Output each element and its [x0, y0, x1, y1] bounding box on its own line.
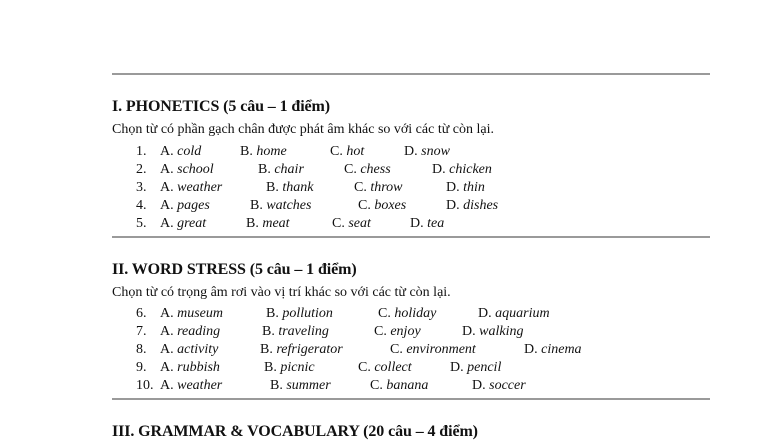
question-number: 4.	[136, 198, 147, 213]
option-d: D. tea	[410, 216, 445, 231]
option-c: C. environment	[390, 342, 476, 357]
option-b: B. traveling	[262, 324, 329, 339]
option-a: A. pages	[160, 198, 210, 213]
question-number: 8.	[136, 342, 147, 357]
option-c: C. seat	[332, 216, 371, 231]
option-b: B. refrigerator	[260, 342, 343, 357]
option-b: B. summer	[270, 378, 331, 393]
option-a: A. school	[160, 162, 214, 177]
option-d: D. cinema	[524, 342, 582, 357]
question-number: 10.	[136, 378, 154, 393]
option-b: B. picnic	[264, 360, 315, 375]
question-number: 3.	[136, 180, 147, 195]
option-d: D. walking	[462, 324, 524, 339]
option-c: C. chess	[344, 162, 391, 177]
option-d: D. chicken	[432, 162, 492, 177]
section-rule	[112, 236, 710, 238]
option-a: A. great	[160, 216, 207, 231]
section-heading-grammar: III. GRAMMAR & VOCABULARY (20 câu – 4 điểm)	[112, 423, 478, 440]
option-b: B. chair	[258, 162, 304, 177]
section-rule	[112, 73, 710, 75]
option-d: D. snow	[404, 144, 450, 159]
question-number: 9.	[136, 360, 147, 375]
option-c: C. hot	[330, 144, 365, 159]
option-a: A. reading	[160, 324, 221, 339]
option-b: B. home	[240, 144, 287, 159]
option-a: A. weather	[160, 378, 223, 393]
section-heading-phonetics: I. PHONETICS (5 câu – 1 điểm)	[112, 98, 330, 115]
option-d: D. aquarium	[478, 306, 550, 321]
option-d: D. dishes	[446, 198, 499, 213]
section-instruction-word-stress: Chọn từ có trọng âm rơi vào vị trí khác so với các từ còn lại.	[112, 285, 451, 300]
option-b: B. meat	[246, 216, 290, 231]
option-a: A. weather	[160, 180, 223, 195]
option-d: D. thin	[446, 180, 485, 195]
question-number: 1.	[136, 144, 147, 159]
question-number: 2.	[136, 162, 147, 177]
section-heading-word-stress: II. WORD STRESS (5 câu – 1 điểm)	[112, 261, 357, 278]
option-c: C. collect	[358, 360, 412, 375]
option-c: C. holiday	[378, 306, 437, 321]
option-a: A. museum	[160, 306, 224, 321]
option-c: C. enjoy	[374, 324, 421, 339]
option-d: D. soccer	[472, 378, 526, 393]
option-c: C. throw	[354, 180, 403, 195]
option-a: A. activity	[160, 342, 219, 357]
option-b: B. watches	[250, 198, 312, 213]
question-number: 6.	[136, 306, 147, 321]
option-c: C. banana	[370, 378, 429, 393]
option-a: A. rubbish	[160, 360, 220, 375]
option-b: B. thank	[266, 180, 314, 195]
option-b: B. pollution	[266, 306, 333, 321]
question-number: 7.	[136, 324, 147, 339]
option-d: D. pencil	[450, 360, 502, 375]
section-instruction-phonetics: Chọn từ có phần gạch chân được phát âm khác so với các từ còn lại.	[112, 122, 495, 137]
option-a: A. cold	[160, 144, 202, 159]
question-number: 5.	[136, 216, 147, 231]
option-c: C. boxes	[358, 198, 407, 213]
section-rule	[112, 398, 710, 400]
